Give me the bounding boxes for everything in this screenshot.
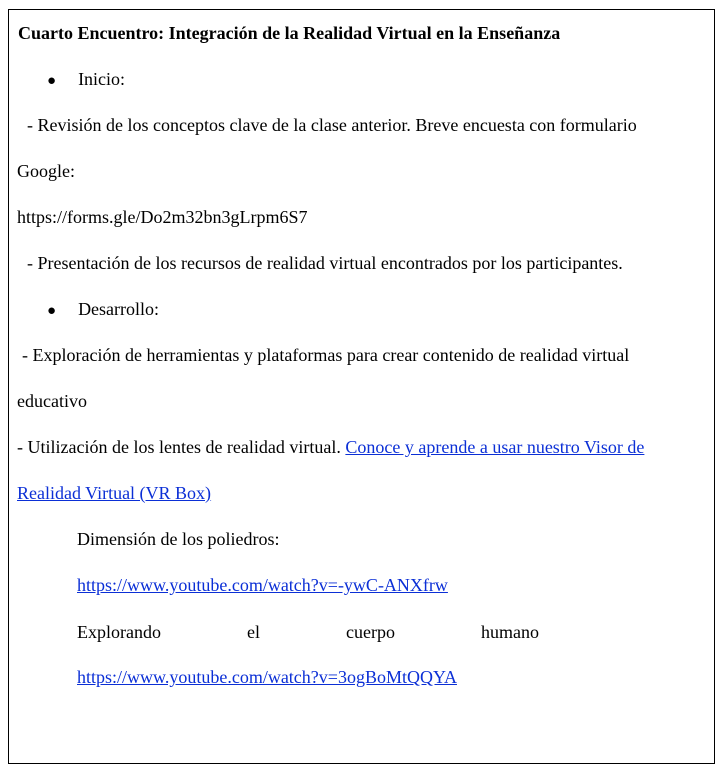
desarrollo-item-2-line-2 — [17, 481, 211, 505]
video-2-line — [77, 665, 457, 689]
desarrollo-item-2-line-1 — [17, 435, 644, 459]
video-1-line — [77, 573, 448, 597]
inicio-item-1-line-2: Google: — [17, 161, 75, 181]
video-2-label — [77, 620, 539, 644]
vr-lenses-text: - Utilización de los lentes de realidad virtual. — [17, 437, 341, 457]
document-title: Cuarto Encuentro: Integración de la Realidad Virtual en la Enseñanza — [18, 23, 561, 43]
bullet-inicio — [47, 67, 125, 93]
video-1-link[interactable]: https://www.youtube.com/watch?v=-ywC-ANXfrw — [77, 575, 448, 595]
bullet-dot-icon: ● — [47, 73, 57, 89]
inicio-item-1-line-1: - Revisión de los conceptos clave de la clase anterior. Breve encuesta con formulario — [27, 115, 637, 135]
bullet-desarrollo — [47, 297, 159, 323]
video-1-label: Dimensión de los poliedros: — [77, 529, 280, 549]
video-2-label-word: cuerpo — [345, 622, 395, 642]
video-2-label-word: Explorando — [77, 622, 161, 642]
vr-box-guide-link-continued[interactable]: Realidad Virtual (VR Box) — [17, 483, 212, 503]
section-heading-inicio: Inicio: — [78, 69, 126, 89]
section-heading-desarrollo: Desarrollo: — [78, 299, 160, 319]
video-2-label-word: humano — [480, 622, 539, 642]
video-2-link[interactable]: https://www.youtube.com/watch?v=3ogBoMtQQYA — [77, 667, 457, 687]
video-2-label-word: el — [246, 622, 260, 642]
desarrollo-item-1-line-2: educativo — [17, 391, 87, 411]
vr-box-guide-link[interactable]: Conoce y aprende a usar nuestro Visor de — [345, 437, 645, 457]
desarrollo-item-1-line-1: - Exploración de herramientas y plataformas para crear contenido de realidad virtual — [22, 345, 630, 365]
inicio-item-2: - Presentación de los recursos de realidad virtual encontrados por los participantes. — [27, 253, 623, 273]
bullet-dot-icon: ● — [47, 303, 57, 319]
form-url-text: https://forms.gle/Do2m32bn3gLrpm6S7 — [17, 207, 308, 227]
